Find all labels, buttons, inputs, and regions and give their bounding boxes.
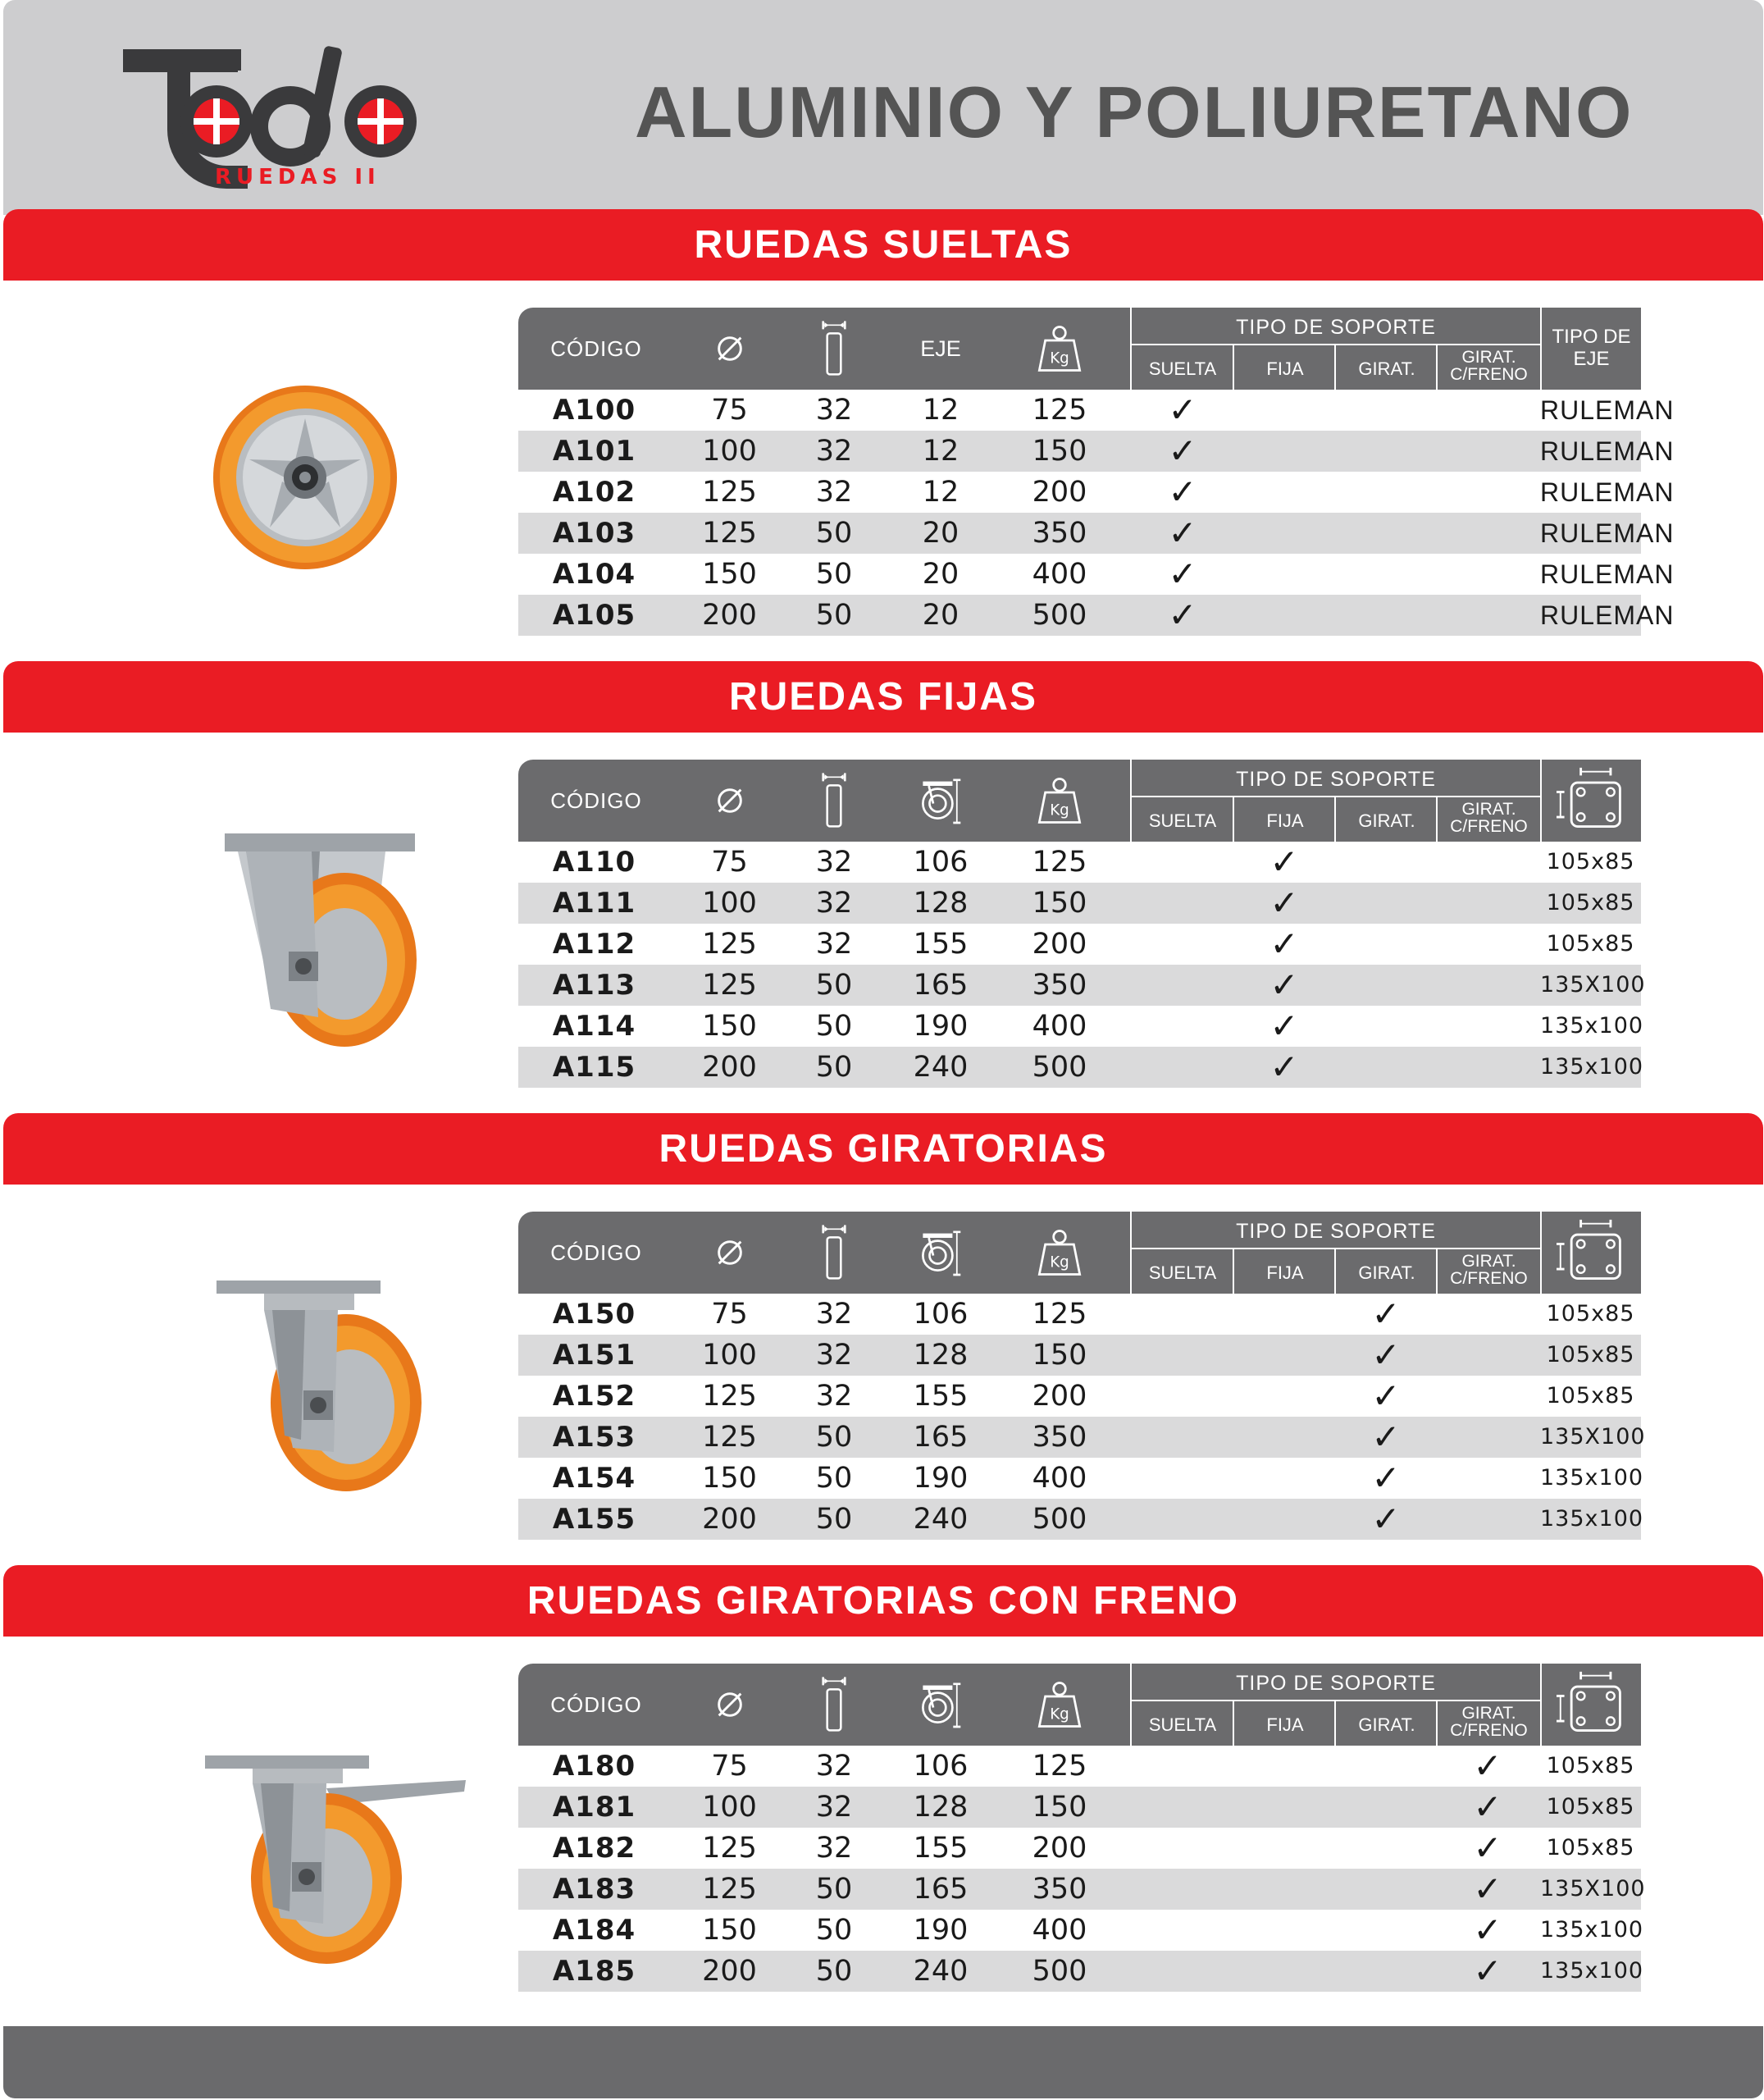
col-header-fija: FIJA <box>1266 1262 1304 1283</box>
table-header <box>518 1664 1641 1746</box>
table-row <box>518 390 1675 431</box>
height-cell: 165 <box>913 1421 969 1454</box>
load-cell: 200 <box>1032 1380 1087 1413</box>
col-header-girat: GIRAT. <box>1358 1262 1415 1283</box>
col-header-codigo: CÓDIGO <box>550 336 642 361</box>
width-cell: 50 <box>815 517 853 550</box>
weight-icon <box>1002 308 1117 390</box>
height-cell: 165 <box>913 969 969 1002</box>
axle-type-cell: RULEMAN <box>1540 436 1675 466</box>
check-mark-icon: ✓ <box>1269 1006 1299 1046</box>
col-header-girat-freno: GIRAT. C/FRENO <box>1450 800 1528 836</box>
code-cell: A180 <box>552 1750 636 1783</box>
col-header-girat: GIRAT. <box>1358 358 1415 379</box>
width-cell: 32 <box>815 846 853 879</box>
width-icon <box>789 308 879 390</box>
diameter-cell: 125 <box>702 1421 757 1454</box>
code-cell: A153 <box>552 1421 636 1454</box>
code-cell: A102 <box>552 476 636 509</box>
code-cell: A114 <box>552 1010 636 1043</box>
plate-size-cell: 105x85 <box>1546 1342 1635 1367</box>
axle-type-cell: RULEMAN <box>1540 559 1675 589</box>
col-header-girat: GIRAT. <box>1358 1714 1415 1735</box>
col-header-codigo: CÓDIGO <box>550 1240 642 1265</box>
table-row <box>518 472 1675 513</box>
table-row <box>518 1499 1644 1540</box>
diameter-cell: 100 <box>702 1791 757 1824</box>
load-cell: 150 <box>1032 1339 1087 1372</box>
diameter-cell: 75 <box>711 1750 748 1783</box>
col-header-suelta: SUELTA <box>1148 358 1217 379</box>
spec-table-sueltas <box>518 308 1675 636</box>
width-cell: 50 <box>815 1010 853 1043</box>
section-title: RUEDAS FIJAS <box>728 675 1038 719</box>
check-mark-icon: ✓ <box>1371 1499 1401 1539</box>
width-cell: 50 <box>815 1462 853 1495</box>
height-cell: 155 <box>913 1380 969 1413</box>
col-header-girat: GIRAT. <box>1358 810 1415 831</box>
width-icon <box>789 1212 879 1294</box>
diameter-cell: 100 <box>702 1339 757 1372</box>
check-mark-icon: ✓ <box>1473 1746 1502 1786</box>
swivel-caster-image <box>215 1276 436 1493</box>
plate-size-cell: 135X100 <box>1540 1876 1646 1901</box>
diameter-cell: 150 <box>702 1010 757 1043</box>
height-cell: 128 <box>913 887 969 920</box>
diameter-cell: 125 <box>702 476 757 509</box>
plate-size-cell: 135X100 <box>1540 972 1646 998</box>
code-cell: A101 <box>552 435 636 468</box>
code-cell: A152 <box>552 1380 636 1413</box>
height-cell: 240 <box>913 1051 969 1084</box>
diameter-icon <box>670 1212 789 1294</box>
check-mark-icon: ✓ <box>1473 1828 1502 1868</box>
plate-icon <box>1542 1212 1641 1294</box>
check-mark-icon: ✓ <box>1269 842 1299 882</box>
width-cell: 50 <box>815 558 853 591</box>
code-cell: A183 <box>552 1873 636 1906</box>
diameter-cell: 75 <box>711 1298 748 1331</box>
section-title: RUEDAS GIRATORIAS <box>659 1127 1108 1171</box>
code-cell: A113 <box>552 969 636 1002</box>
table-row <box>518 1869 1646 1910</box>
section-bar-fijas <box>3 661 1763 733</box>
code-cell: A182 <box>552 1832 636 1865</box>
load-cell: 125 <box>1032 1298 1087 1331</box>
spec-table-giratorias <box>518 1212 1646 1540</box>
axle-type-cell: RULEMAN <box>1540 477 1675 507</box>
width-cell: 50 <box>815 1873 853 1906</box>
load-cell: 400 <box>1032 1010 1087 1043</box>
width-cell: 50 <box>815 1503 853 1536</box>
plate-size-cell: 135X100 <box>1540 1424 1646 1449</box>
logo-subtitle: RUEDAS II <box>215 165 381 189</box>
code-cell: A151 <box>552 1339 636 1372</box>
plate-size-cell: 135x100 <box>1540 1917 1644 1942</box>
check-mark-icon: ✓ <box>1473 1869 1502 1909</box>
diameter-icon <box>670 308 789 390</box>
height-cell: 190 <box>913 1010 969 1043</box>
plate-size-cell: 105x85 <box>1546 890 1635 915</box>
col-header-tipo-soporte: TIPO DE SOPORTE <box>1236 1672 1436 1695</box>
check-mark-icon: ✓ <box>1168 513 1197 553</box>
fixed-caster-image <box>221 829 422 1050</box>
height-cell: 106 <box>913 1750 969 1783</box>
diameter-cell: 150 <box>702 1462 757 1495</box>
table-row <box>518 1458 1644 1499</box>
code-cell: A155 <box>552 1503 636 1536</box>
height-cell: 106 <box>913 846 969 879</box>
check-mark-icon: ✓ <box>1371 1458 1401 1498</box>
table-row <box>518 883 1641 924</box>
diameter-cell: 200 <box>702 1955 757 1988</box>
check-mark-icon: ✓ <box>1168 595 1197 635</box>
table-row <box>518 431 1675 472</box>
load-cell: 350 <box>1032 517 1087 550</box>
check-mark-icon: ✓ <box>1269 883 1299 923</box>
diameter-cell: 200 <box>702 599 757 632</box>
table-row <box>518 513 1675 554</box>
width-cell: 32 <box>815 887 853 920</box>
diameter-cell: 125 <box>702 1832 757 1865</box>
code-cell: A185 <box>552 1955 636 1988</box>
diameter-cell: 125 <box>702 1873 757 1906</box>
diameter-cell: 150 <box>702 1914 757 1947</box>
table-row <box>518 1294 1641 1335</box>
spec-table-fijas <box>518 760 1646 1088</box>
plate-size-cell: 135x100 <box>1540 1506 1644 1532</box>
section-title: RUEDAS GIRATORIAS CON FRENO <box>526 1579 1240 1623</box>
width-icon <box>789 1664 879 1746</box>
code-cell: A100 <box>552 394 636 427</box>
height-cell: 128 <box>913 1791 969 1824</box>
plate-size-cell: 105x85 <box>1546 931 1635 956</box>
check-mark-icon: ✓ <box>1473 1787 1502 1827</box>
axle-cell: 12 <box>922 435 959 468</box>
width-cell: 50 <box>815 1955 853 1988</box>
col-header-codigo: CÓDIGO <box>550 1692 642 1717</box>
height-cell: 106 <box>913 1298 969 1331</box>
width-cell: 50 <box>815 1421 853 1454</box>
load-cell: 125 <box>1032 1750 1087 1783</box>
brake-caster-image <box>203 1747 470 1965</box>
width-cell: 32 <box>815 1339 853 1372</box>
diameter-cell: 100 <box>702 887 757 920</box>
table-row <box>518 1787 1641 1828</box>
table-row <box>518 1746 1641 1787</box>
page-footer <box>3 2026 1763 2098</box>
load-cell: 150 <box>1032 435 1087 468</box>
col-header-tipo-soporte: TIPO DE SOPORTE <box>1236 768 1436 791</box>
width-cell: 50 <box>815 599 853 632</box>
height-cell: 240 <box>913 1503 969 1536</box>
axle-cell: 20 <box>922 558 959 591</box>
code-cell: A184 <box>552 1914 636 1947</box>
col-header-tipo-soporte: TIPO DE SOPORTE <box>1236 1220 1436 1243</box>
section-title: RUEDAS SUELTAS <box>694 223 1073 267</box>
diameter-cell: 125 <box>702 517 757 550</box>
load-cell: 200 <box>1032 1832 1087 1865</box>
diameter-cell: 125 <box>702 969 757 1002</box>
col-header-girat-freno: GIRAT. C/FRENO <box>1450 1252 1528 1288</box>
height-cell: 155 <box>913 1832 969 1865</box>
width-cell: 32 <box>815 928 853 961</box>
width-cell: 32 <box>815 1832 853 1865</box>
check-mark-icon: ✓ <box>1371 1417 1401 1457</box>
table-row <box>518 1335 1641 1376</box>
width-icon <box>789 760 879 842</box>
spec-table-freno <box>518 1664 1646 1992</box>
plate-size-cell: 135x100 <box>1540 1958 1644 1984</box>
check-mark-icon: ✓ <box>1269 924 1299 964</box>
section-bar-sueltas <box>3 209 1763 281</box>
width-cell: 50 <box>815 1051 853 1084</box>
check-mark-icon: ✓ <box>1371 1376 1401 1416</box>
check-mark-icon: ✓ <box>1168 390 1197 430</box>
diameter-cell: 200 <box>702 1051 757 1084</box>
table-row <box>518 1910 1644 1951</box>
axle-type-cell: RULEMAN <box>1540 518 1675 548</box>
col-header-tipo-soporte: TIPO DE SOPORTE <box>1236 316 1436 339</box>
load-cell: 350 <box>1032 969 1087 1002</box>
code-cell: A104 <box>552 558 636 591</box>
load-cell: 150 <box>1032 1791 1087 1824</box>
axle-type-cell: RULEMAN <box>1540 600 1675 630</box>
load-cell: 350 <box>1032 1421 1087 1454</box>
plate-size-cell: 105x85 <box>1546 1301 1635 1326</box>
check-mark-icon: ✓ <box>1473 1951 1502 1991</box>
check-mark-icon: ✓ <box>1269 965 1299 1005</box>
load-cell: 200 <box>1032 928 1087 961</box>
load-cell: 200 <box>1032 476 1087 509</box>
load-cell: 400 <box>1032 1914 1087 1947</box>
check-mark-icon: ✓ <box>1371 1294 1401 1334</box>
code-cell: A154 <box>552 1462 636 1495</box>
check-mark-icon: ✓ <box>1371 1335 1401 1375</box>
page-header <box>3 0 1763 215</box>
plate-icon <box>1542 760 1641 842</box>
width-cell: 32 <box>815 435 853 468</box>
plate-size-cell: 105x85 <box>1546 1835 1635 1860</box>
col-header-fija: FIJA <box>1266 1714 1304 1735</box>
load-cell: 500 <box>1032 1051 1087 1084</box>
plate-size-cell: 105x85 <box>1546 1753 1635 1778</box>
height-cell: 155 <box>913 928 969 961</box>
col-header-codigo: CÓDIGO <box>550 788 642 813</box>
page-title: ALUMINIO Y POLIURETANO <box>635 71 1634 153</box>
col-header-fija: FIJA <box>1266 358 1304 379</box>
height-cell: 240 <box>913 1955 969 1988</box>
table-row <box>518 1951 1644 1992</box>
width-cell: 32 <box>815 1380 853 1413</box>
table-header <box>518 760 1641 842</box>
table-row <box>518 842 1641 883</box>
code-cell: A110 <box>552 846 636 879</box>
load-cell: 500 <box>1032 1503 1087 1536</box>
height-cell: 128 <box>913 1339 969 1372</box>
weight-icon <box>1002 1212 1117 1294</box>
load-cell: 125 <box>1032 394 1087 427</box>
plate-size-cell: 105x85 <box>1546 849 1635 874</box>
table-header <box>518 308 1641 390</box>
check-mark-icon: ✓ <box>1168 431 1197 471</box>
table-row <box>518 924 1641 965</box>
check-mark-icon: ✓ <box>1473 1910 1502 1950</box>
plate-icon <box>1542 1664 1641 1746</box>
load-cell: 350 <box>1032 1873 1087 1906</box>
height-icon <box>879 1212 1002 1294</box>
axle-cell: 12 <box>922 476 959 509</box>
code-cell: A111 <box>552 887 636 920</box>
code-cell: A181 <box>552 1791 636 1824</box>
load-cell: 150 <box>1032 887 1087 920</box>
col-header-suelta: SUELTA <box>1148 1714 1217 1735</box>
height-icon <box>879 1664 1002 1746</box>
width-cell: 32 <box>815 476 853 509</box>
table-header <box>518 1212 1641 1294</box>
col-header-girat-freno: GIRAT. C/FRENO <box>1450 348 1528 384</box>
check-mark-icon: ✓ <box>1168 554 1197 594</box>
width-cell: 32 <box>815 1750 853 1783</box>
width-cell: 32 <box>815 1791 853 1824</box>
check-mark-icon: ✓ <box>1269 1047 1299 1087</box>
diameter-icon <box>670 1664 789 1746</box>
diameter-cell: 75 <box>711 394 748 427</box>
diameter-cell: 200 <box>702 1503 757 1536</box>
plate-size-cell: 135x100 <box>1540 1013 1644 1039</box>
col-header-suelta: SUELTA <box>1148 1262 1217 1283</box>
diameter-cell: 125 <box>702 1380 757 1413</box>
height-cell: 190 <box>913 1462 969 1495</box>
load-cell: 400 <box>1032 558 1087 591</box>
load-cell: 500 <box>1032 599 1087 632</box>
load-cell: 400 <box>1032 1462 1087 1495</box>
width-cell: 50 <box>815 969 853 1002</box>
table-row <box>518 554 1675 595</box>
table-row <box>518 1417 1646 1458</box>
todo-ruedas-logo <box>118 43 430 194</box>
load-cell: 125 <box>1032 846 1087 879</box>
col-header-eje: EJE <box>920 336 961 361</box>
col-header-girat-freno: GIRAT. C/FRENO <box>1450 1704 1528 1740</box>
width-cell: 50 <box>815 1914 853 1947</box>
axle-cell: 12 <box>922 394 959 427</box>
plate-size-cell: 105x85 <box>1546 1383 1635 1408</box>
axle-cell: 20 <box>922 517 959 550</box>
axle-type-cell: RULEMAN <box>1540 395 1675 425</box>
height-icon <box>879 760 1002 842</box>
width-cell: 32 <box>815 1298 853 1331</box>
axle-cell: 20 <box>922 599 959 632</box>
code-cell: A105 <box>552 599 636 632</box>
plate-size-cell: 135x100 <box>1540 1465 1644 1491</box>
diameter-cell: 125 <box>702 928 757 961</box>
diameter-cell: 150 <box>702 558 757 591</box>
weight-icon <box>1002 1664 1117 1746</box>
table-row <box>518 1006 1644 1047</box>
diameter-cell: 75 <box>711 846 748 879</box>
col-header-fija: FIJA <box>1266 810 1304 831</box>
load-cell: 500 <box>1032 1955 1087 1988</box>
weight-icon <box>1002 760 1117 842</box>
table-row <box>518 595 1675 636</box>
table-row <box>518 1828 1641 1869</box>
code-cell: A115 <box>552 1051 636 1084</box>
loose-wheel-image <box>209 381 402 574</box>
code-cell: A150 <box>552 1298 636 1331</box>
code-cell: A103 <box>552 517 636 550</box>
section-bar-freno <box>3 1565 1763 1637</box>
section-bar-giratorias <box>3 1113 1763 1185</box>
height-cell: 165 <box>913 1873 969 1906</box>
height-cell: 190 <box>913 1914 969 1947</box>
diameter-icon <box>670 760 789 842</box>
plate-size-cell: 135x100 <box>1540 1054 1644 1080</box>
width-cell: 32 <box>815 394 853 427</box>
table-row <box>518 1047 1644 1088</box>
table-row <box>518 1376 1641 1417</box>
col-header-tipo-eje: TIPO DE EJE <box>1552 326 1631 370</box>
code-cell: A112 <box>552 928 636 961</box>
diameter-cell: 100 <box>702 435 757 468</box>
check-mark-icon: ✓ <box>1168 472 1197 512</box>
col-header-suelta: SUELTA <box>1148 810 1217 831</box>
plate-size-cell: 105x85 <box>1546 1794 1635 1819</box>
table-row <box>518 965 1646 1006</box>
